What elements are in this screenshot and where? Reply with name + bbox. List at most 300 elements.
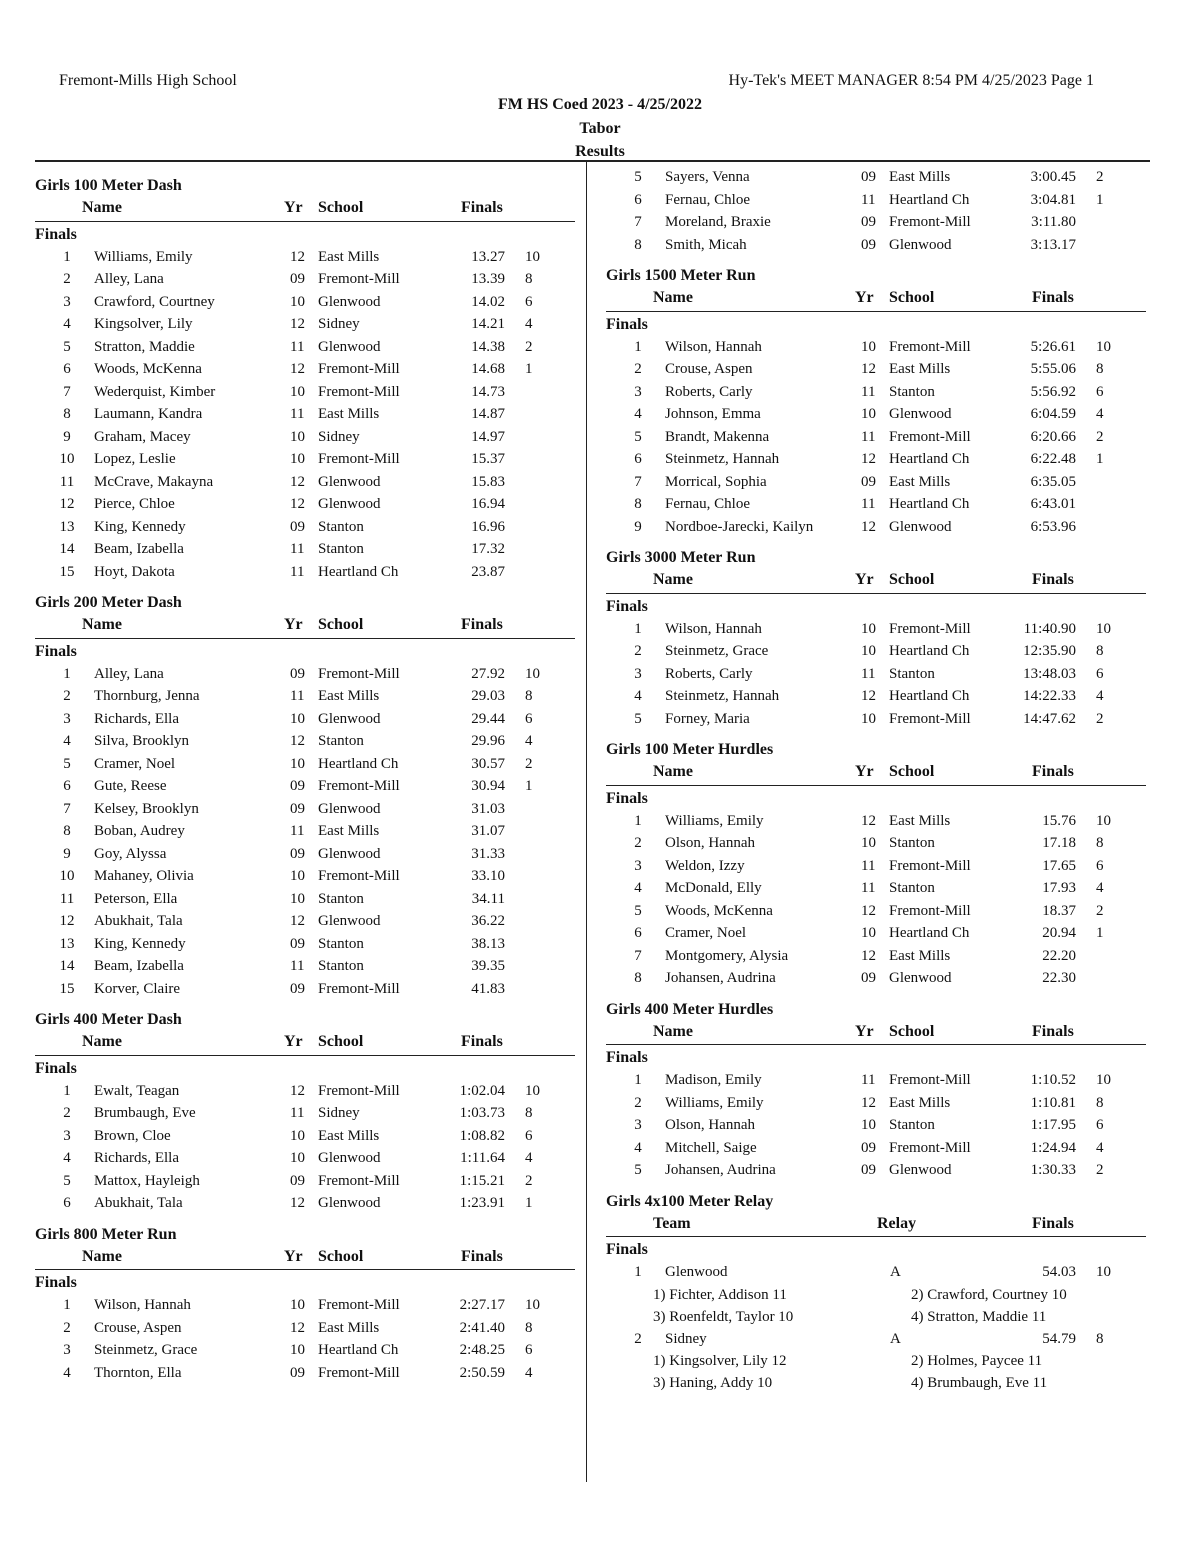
- result-row: [35, 448, 575, 471]
- year: 12: [861, 518, 876, 535]
- school: Fremont-Mill: [889, 902, 971, 919]
- year: 10: [290, 890, 305, 907]
- year: 09: [861, 236, 876, 253]
- mark: 1:10.52: [1030, 1072, 1076, 1088]
- place: 5: [634, 902, 642, 919]
- result-row: [35, 955, 575, 978]
- athlete-name: Weldon, Izzy: [665, 857, 745, 874]
- year: 10: [861, 925, 876, 941]
- column-header: [35, 1247, 575, 1271]
- result-row: [35, 516, 575, 539]
- school: East Mills: [889, 169, 951, 185]
- place: 4: [634, 406, 642, 422]
- points: 6: [525, 710, 533, 727]
- relay-runner: 3) Roenfeldt, Taylor 10: [653, 1308, 794, 1325]
- athlete-name: Wilson, Hannah: [665, 620, 762, 637]
- result-row: [606, 640, 1146, 663]
- year: 12: [290, 473, 305, 490]
- result-row: [35, 663, 575, 686]
- finals-label: Finals: [35, 1059, 77, 1077]
- result-row: [606, 1114, 1146, 1137]
- athlete-name: King, Kennedy: [94, 518, 186, 535]
- athlete-name: Johnson, Emma: [665, 406, 761, 422]
- place: 6: [63, 361, 71, 377]
- school: Heartland Ch: [889, 191, 970, 208]
- result-row: [35, 1080, 575, 1103]
- athlete-name: McCrave, Makayna: [94, 473, 214, 490]
- points: 8: [1096, 643, 1104, 659]
- athlete-name: Williams, Emily: [665, 1094, 764, 1111]
- column-header: [606, 1022, 1146, 1046]
- school: Heartland Ch: [889, 688, 970, 704]
- year: 12: [861, 361, 876, 377]
- result-row: [35, 268, 575, 291]
- place: 2: [634, 835, 642, 851]
- athlete-name: Woods, McKenna: [665, 902, 773, 919]
- athlete-name: Korver, Claire: [94, 980, 181, 997]
- year: 10: [290, 755, 305, 772]
- result-row: [606, 516, 1146, 539]
- relay-runner: 2) Holmes, Paycee 11: [911, 1353, 1043, 1369]
- year: 09: [290, 778, 305, 794]
- school: Fremont-Mill: [318, 868, 400, 884]
- result-row: [606, 211, 1146, 234]
- right-column: [606, 166, 1146, 1394]
- place: 4: [634, 880, 642, 896]
- mark: 17.65: [1042, 857, 1076, 874]
- athlete-name: Williams, Emily: [665, 812, 764, 829]
- points: 8: [525, 1105, 533, 1121]
- result-row: [606, 166, 1146, 189]
- year: 10: [290, 428, 305, 445]
- school: East Mills: [318, 248, 380, 265]
- athlete-name: Johansen, Audrina: [665, 970, 776, 986]
- place: 4: [63, 1150, 71, 1166]
- col-name-label: Name: [82, 1247, 122, 1265]
- event-section: [606, 264, 1146, 538]
- result-row: [35, 820, 575, 843]
- athlete-name: Steinmetz, Grace: [94, 1342, 198, 1358]
- athlete-name: Nordboe-Jarecki, Kailyn: [665, 518, 814, 535]
- year: 10: [861, 710, 876, 727]
- school: Glenwood: [318, 913, 381, 929]
- relay-runner: 3) Haning, Addy 10: [653, 1375, 773, 1391]
- year: 10: [290, 383, 305, 400]
- points: 10: [525, 1297, 540, 1313]
- mark: 1:17.95: [1030, 1117, 1076, 1133]
- school: Fremont-Mill: [318, 383, 400, 400]
- year: 12: [861, 947, 876, 964]
- athlete-name: Wilson, Hannah: [94, 1297, 191, 1313]
- school: Fremont-Mill: [889, 620, 971, 637]
- year: 12: [861, 688, 876, 704]
- result-row: [35, 471, 575, 494]
- year: 10: [861, 620, 876, 637]
- school: Fremont-Mill: [318, 1364, 400, 1381]
- result-row: [606, 358, 1146, 381]
- result-row: [606, 900, 1146, 923]
- athlete-name: Mitchell, Saige: [665, 1139, 757, 1156]
- mark: 2:48.25: [459, 1342, 505, 1358]
- col-school-label: School: [889, 289, 935, 306]
- result-row: [35, 358, 575, 381]
- mark: 27.92: [471, 665, 505, 682]
- continued-800m: [606, 166, 1146, 256]
- year: 11: [861, 857, 876, 874]
- mark: 14:22.33: [1023, 688, 1076, 704]
- place: 3: [63, 1127, 71, 1144]
- mark: 14.21: [471, 316, 505, 332]
- school: Glenwood: [318, 710, 381, 727]
- mark: 22.30: [1042, 970, 1076, 986]
- place: 14: [59, 958, 75, 974]
- school: Fremont-Mill: [318, 665, 400, 682]
- place: 12: [59, 496, 75, 512]
- place: 1: [63, 1297, 71, 1313]
- mark: 1:08.82: [459, 1127, 505, 1144]
- mark: 15.83: [471, 473, 505, 490]
- event-title: Girls 3000 Meter Run: [606, 549, 756, 566]
- points: 8: [525, 688, 533, 704]
- relay-legs: [606, 1284, 1146, 1306]
- points: 4: [525, 1150, 533, 1166]
- athlete-name: Steinmetz, Hannah: [665, 451, 780, 467]
- mark: 23.87: [471, 563, 505, 580]
- school: Fremont-Mill: [318, 1082, 400, 1099]
- col-yr-label: Yr: [855, 289, 874, 306]
- points: 8: [1096, 1094, 1104, 1111]
- event-title: Girls 800 Meter Run: [35, 1225, 177, 1243]
- result-row: [35, 493, 575, 516]
- result-row: [35, 336, 575, 359]
- result-row: [606, 426, 1146, 449]
- header-software: Hy-Tek's MEET MANAGER 8:54 PM 4/25/2023 Page 1: [728, 72, 1094, 89]
- result-row: [35, 1170, 575, 1193]
- place: 4: [63, 316, 71, 332]
- result-row: [606, 493, 1146, 516]
- place: 9: [63, 428, 71, 445]
- col-name-label: Name: [653, 763, 693, 780]
- points: 1: [1096, 451, 1104, 467]
- mark: 6:35.05: [1030, 473, 1076, 490]
- athlete-name: Thornton, Ella: [94, 1364, 182, 1381]
- athlete-name: Roberts, Carly: [665, 665, 753, 682]
- year: 11: [290, 541, 305, 557]
- place: 6: [63, 1195, 71, 1211]
- school: Stanton: [318, 541, 364, 557]
- finals-label: Finals: [35, 1274, 77, 1291]
- finals-label: Finals: [35, 642, 77, 660]
- result-row: [35, 753, 575, 776]
- year: 09: [290, 800, 305, 817]
- athlete-name: Sayers, Venna: [665, 169, 750, 185]
- athlete-name: Olson, Hannah: [665, 1117, 755, 1133]
- year: 09: [290, 271, 305, 287]
- result-row: [35, 1339, 575, 1362]
- mark: 14.68: [471, 361, 505, 377]
- school: Heartland Ch: [889, 925, 970, 941]
- school: Fremont-Mill: [318, 271, 400, 287]
- event-section: [606, 738, 1146, 990]
- mark: 29.44: [471, 710, 505, 727]
- athlete-name: Madison, Emily: [665, 1072, 762, 1088]
- mark: 1:30.33: [1030, 1162, 1076, 1178]
- year: 11: [290, 958, 305, 974]
- points: 2: [525, 338, 533, 355]
- athlete-name: Brumbaugh, Eve: [94, 1105, 196, 1121]
- year: 09: [861, 169, 876, 185]
- mark: 5:26.61: [1030, 338, 1076, 355]
- mark: 17.18: [1042, 835, 1076, 851]
- mark: 30.94: [471, 778, 505, 794]
- column-header: [35, 198, 575, 222]
- event-section: [35, 1223, 575, 1385]
- event-section: [35, 591, 575, 1000]
- place: 4: [63, 733, 71, 749]
- place: 1: [634, 1072, 642, 1088]
- athlete-name: Crouse, Aspen: [665, 361, 753, 377]
- points: 4: [1096, 406, 1104, 422]
- points: 10: [1096, 812, 1111, 829]
- mark: 3:04.81: [1030, 191, 1076, 208]
- athlete-name: Beam, Izabella: [94, 541, 184, 557]
- event-title: Girls 1500 Meter Run: [606, 267, 756, 284]
- result-row: [35, 561, 575, 584]
- athlete-name: Richards, Ella: [94, 710, 179, 727]
- year: 10: [290, 1297, 305, 1313]
- col-name-label: Name: [82, 1033, 122, 1050]
- header-rule: [35, 160, 1150, 162]
- place: 2: [63, 1319, 71, 1336]
- result-row: [35, 1102, 575, 1125]
- place: 5: [634, 169, 642, 185]
- school: Glenwood: [318, 473, 381, 490]
- result-row: [35, 1362, 575, 1385]
- mark: 13.39: [471, 271, 505, 287]
- school: East Mills: [889, 1094, 951, 1111]
- finals-label: Finals: [606, 1241, 648, 1258]
- athlete-name: Kingsolver, Lily: [94, 316, 193, 332]
- col-relay-label: Relay: [877, 1214, 917, 1232]
- place: 1: [634, 620, 642, 637]
- year: 10: [290, 1127, 305, 1144]
- school: Fremont-Mill: [889, 710, 971, 727]
- result-row: [35, 246, 575, 269]
- school: Stanton: [889, 1117, 935, 1133]
- year: 09: [290, 1364, 305, 1381]
- place: 4: [634, 1139, 642, 1156]
- result-row: [35, 291, 575, 314]
- mark: 1:10.81: [1030, 1094, 1076, 1111]
- result-row: [606, 1092, 1146, 1115]
- result-row: [606, 945, 1146, 968]
- school: Stanton: [318, 518, 364, 535]
- school: East Mills: [318, 823, 380, 839]
- points: 4: [1096, 1139, 1104, 1156]
- points: 1: [1096, 191, 1104, 208]
- points: 2: [1096, 1162, 1104, 1178]
- place: 11: [59, 890, 75, 907]
- place: 3: [634, 857, 642, 874]
- place: 3: [634, 665, 642, 682]
- school: Glenwood: [318, 845, 381, 862]
- column-header: [606, 762, 1146, 786]
- col-yr-label: Yr: [284, 199, 303, 216]
- athlete-name: Peterson, Ella: [94, 890, 178, 907]
- event-title: Girls 400 Meter Hurdles: [606, 1000, 774, 1018]
- result-row: [35, 426, 575, 449]
- athlete-name: Kelsey, Brooklyn: [94, 800, 199, 817]
- year: 11: [290, 1105, 305, 1121]
- column-divider: [586, 162, 587, 1482]
- athlete-name: Montgomery, Alysia: [665, 947, 789, 964]
- school: Sidney: [318, 1105, 360, 1121]
- place: 4: [634, 688, 642, 704]
- mark: 1:15.21: [459, 1172, 505, 1189]
- place: 8: [634, 236, 642, 253]
- relay-letter: A: [890, 1330, 901, 1347]
- points: 4: [525, 733, 533, 749]
- year: 10: [290, 868, 305, 884]
- athlete-name: Fernau, Chloe: [665, 191, 750, 208]
- points: 2: [525, 1172, 533, 1189]
- col-name-label: Name: [653, 289, 693, 306]
- place: 7: [63, 383, 71, 400]
- column-header: [35, 615, 575, 639]
- year: 09: [290, 1172, 305, 1189]
- year: 09: [861, 1162, 876, 1178]
- event-section: [35, 1008, 575, 1215]
- event-title: Girls 400 Meter Dash: [35, 1011, 182, 1028]
- school: East Mills: [318, 406, 380, 422]
- points: 8: [1096, 361, 1104, 377]
- event-section: [35, 174, 575, 583]
- year: 11: [861, 665, 876, 682]
- col-finals-label: Finals: [461, 199, 503, 216]
- result-row: [606, 1159, 1146, 1182]
- result-row: [35, 538, 575, 561]
- col-finals-label: Finals: [1032, 289, 1074, 306]
- col-yr-label: Yr: [855, 1022, 874, 1040]
- year: 12: [290, 913, 305, 929]
- athlete-name: Abukhait, Tala: [94, 913, 183, 929]
- year: 12: [290, 1082, 305, 1099]
- points: 1: [525, 361, 533, 377]
- col-finals-label: Finals: [1032, 1022, 1074, 1040]
- points: 10: [1096, 338, 1111, 355]
- result-row: [35, 865, 575, 888]
- col-finals-label: Finals: [1032, 763, 1074, 780]
- mark: 13:48.03: [1023, 665, 1076, 682]
- header-school: Fremont-Mills High School: [59, 72, 237, 89]
- school: Glenwood: [318, 800, 381, 817]
- mark: 2:27.17: [459, 1297, 505, 1313]
- athlete-name: Beam, Izabella: [94, 958, 184, 974]
- place: 1: [634, 1264, 642, 1280]
- finals-label: Finals: [606, 1049, 648, 1066]
- year: 10: [861, 338, 876, 355]
- mark: 14.02: [471, 293, 505, 310]
- place: 1: [634, 338, 642, 355]
- result-row: [606, 448, 1146, 471]
- year: 09: [861, 473, 876, 490]
- place: 8: [634, 496, 642, 512]
- place: 7: [634, 473, 642, 490]
- col-school-label: School: [889, 763, 935, 780]
- place: 7: [63, 800, 71, 817]
- mark: 12:35.90: [1023, 643, 1076, 659]
- year: 11: [861, 496, 876, 512]
- col-yr-label: Yr: [855, 571, 874, 588]
- place: 14: [59, 541, 75, 557]
- year: 11: [290, 406, 305, 422]
- year: 09: [861, 214, 876, 230]
- athlete-name: McDonald, Elly: [665, 880, 762, 896]
- mark: 15.76: [1042, 812, 1076, 829]
- points: 1: [525, 1195, 533, 1211]
- mark: 14.87: [471, 406, 505, 422]
- school: Heartland Ch: [889, 496, 970, 512]
- result-row: [35, 313, 575, 336]
- points: 6: [1096, 1117, 1104, 1133]
- result-row: [606, 810, 1146, 833]
- points: 6: [525, 1127, 533, 1144]
- year: 12: [861, 902, 876, 919]
- points: 8: [1096, 1330, 1104, 1347]
- column-header: [606, 1214, 1146, 1238]
- school: Stanton: [889, 383, 935, 400]
- athlete-name: Ewalt, Teagan: [94, 1082, 180, 1099]
- year: 11: [290, 338, 305, 355]
- result-row: [606, 663, 1146, 686]
- year: 09: [290, 665, 305, 682]
- school: Glenwood: [318, 496, 381, 512]
- place: 1: [634, 812, 642, 829]
- col-yr-label: Yr: [284, 616, 303, 633]
- points: 6: [1096, 665, 1104, 682]
- result-row: [35, 933, 575, 956]
- result-row: [35, 888, 575, 911]
- finals-label: Finals: [606, 789, 648, 807]
- mark: 6:20.66: [1030, 428, 1076, 445]
- year: 09: [290, 935, 305, 952]
- relay-runner: 2) Crawford, Courtney 10: [911, 1286, 1067, 1303]
- points: 6: [1096, 857, 1104, 874]
- mark: 54.03: [1042, 1264, 1076, 1280]
- school: East Mills: [889, 812, 951, 829]
- mark: 14.97: [471, 428, 505, 445]
- athlete-name: Pierce, Chloe: [94, 496, 175, 512]
- mark: 14.38: [471, 338, 505, 355]
- athlete-name: Mattox, Hayleigh: [94, 1172, 200, 1189]
- athlete-name: Fernau, Chloe: [665, 496, 750, 512]
- result-row: [35, 1317, 575, 1340]
- result-row: [35, 1192, 575, 1215]
- year: 12: [290, 1195, 305, 1211]
- finals-label: Finals: [35, 225, 77, 243]
- school: Stanton: [889, 835, 935, 851]
- result-row: [606, 832, 1146, 855]
- year: 12: [290, 733, 305, 749]
- result-row: [35, 978, 575, 1001]
- year: 12: [861, 451, 876, 467]
- result-row: [606, 967, 1146, 990]
- year: 11: [290, 823, 305, 839]
- column-header: [606, 570, 1146, 594]
- school: East Mills: [889, 361, 951, 377]
- school: Heartland Ch: [889, 451, 970, 467]
- school: Fremont-Mill: [889, 428, 971, 445]
